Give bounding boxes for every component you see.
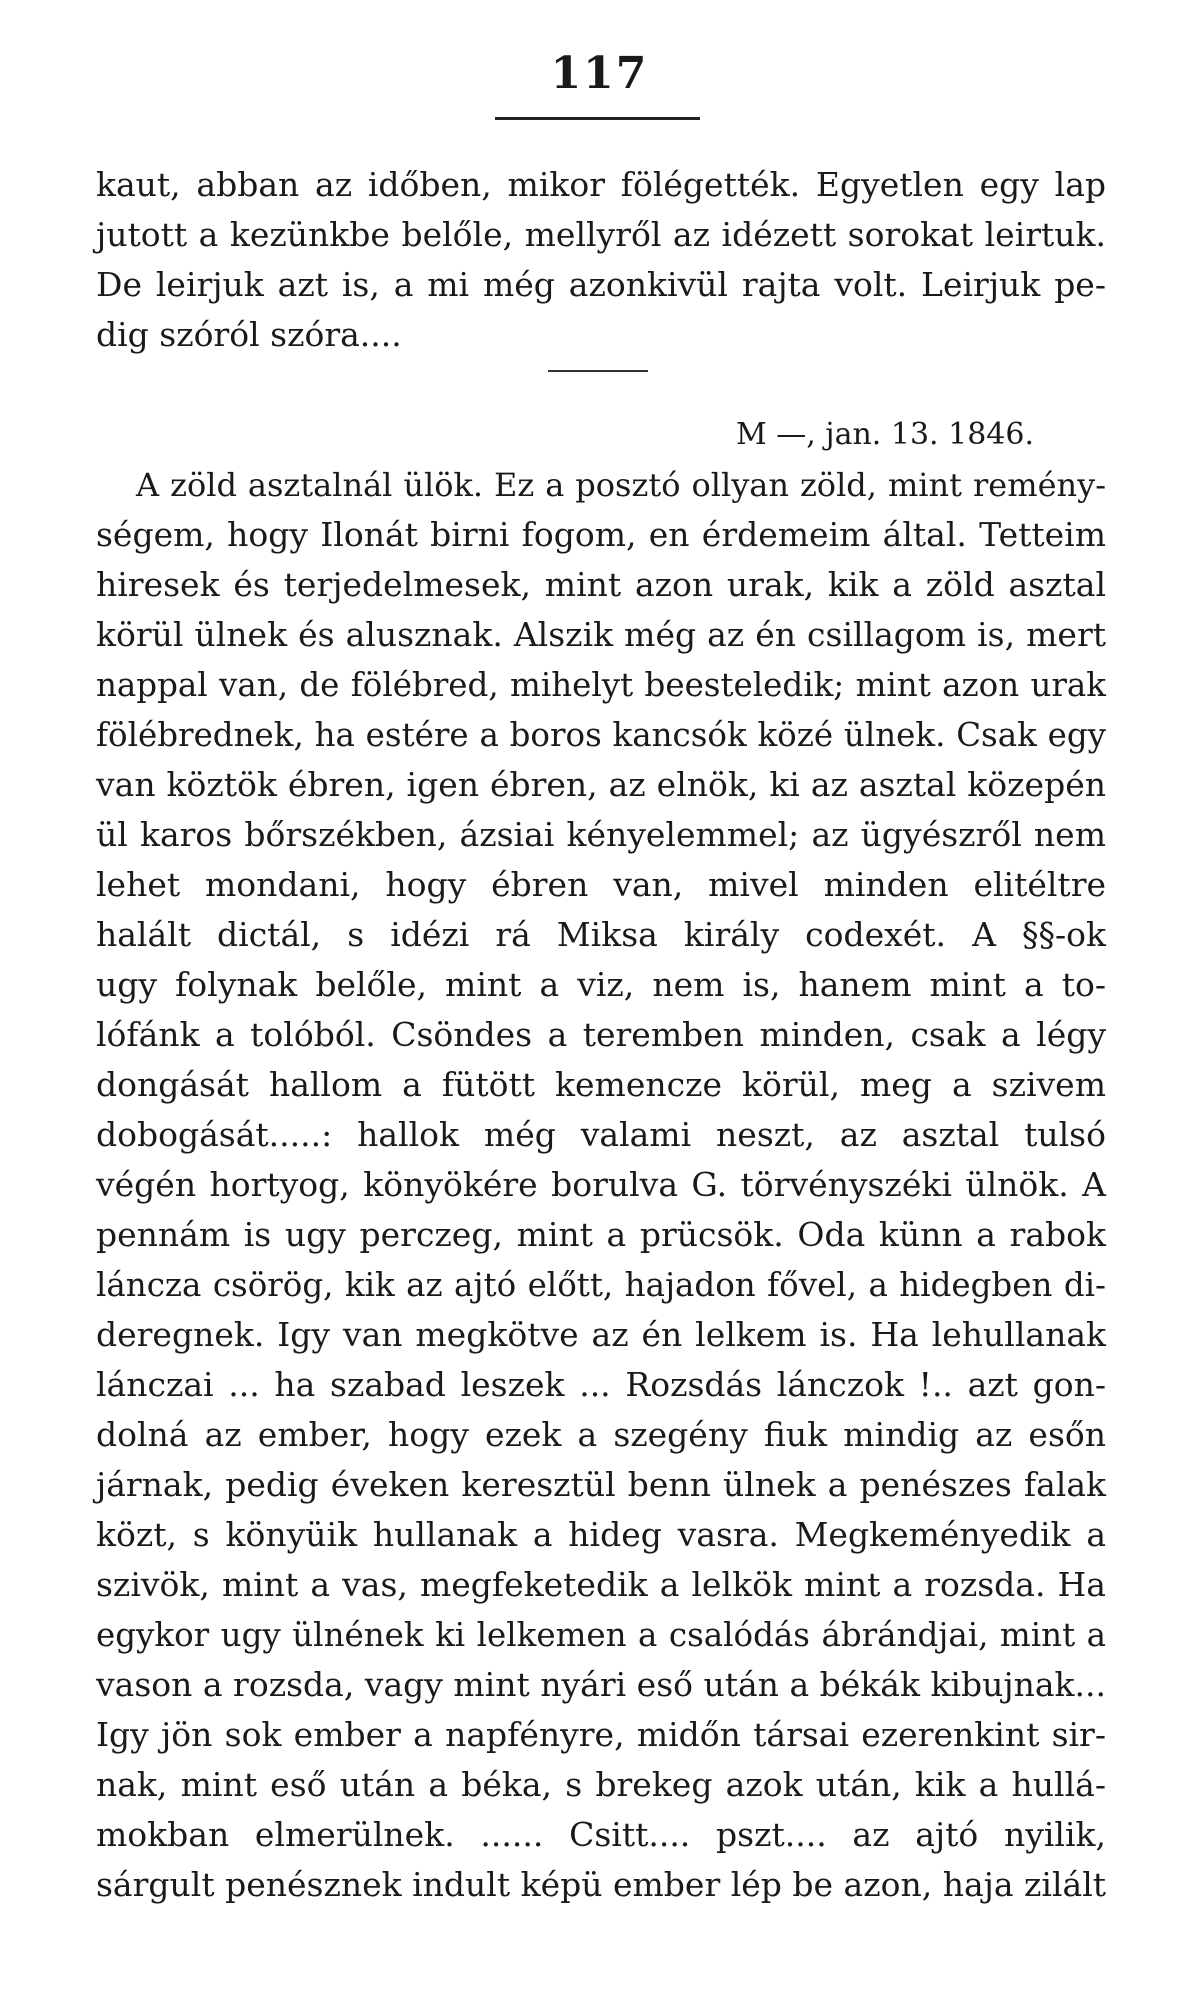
text-line: fölébrednek, ha estére a boros kancsók közé ülnek. Csak egy xyxy=(96,716,1106,754)
diary-dateline: M —, jan. 13. 1846. xyxy=(735,417,1034,452)
text-line: körül ülnek és alusznak. Alszik még az én csillagom is, mert xyxy=(96,615,1106,654)
paragraph-diary xyxy=(96,460,1106,1910)
text-line: hiresek és terjedelmesek, mint azon urak, kik a zöld asztal xyxy=(96,565,1106,604)
text-line: sárgult penésznek indult képü ember lép be azon, haja zilált xyxy=(96,1865,1107,1904)
header-rule xyxy=(495,117,700,120)
text-line: szivök, mint a vas, megfeketedik a lelkök mint a rozsda. Ha xyxy=(96,1565,1106,1604)
text-line: deregnek. Igy van megkötve az én lelkem is. Ha lehullanak xyxy=(96,1315,1106,1354)
text-line: halált dictál, s idézi rá Miksa király codexét. A §§-ok xyxy=(96,915,1106,954)
section-divider xyxy=(548,370,648,372)
text-line: lehet mondani, hogy ébren van, mivel minden elitéltre xyxy=(96,865,1106,904)
text-line: lófánk a tolóból. Csöndes a teremben minden, csak a légy xyxy=(96,1015,1106,1054)
text-line: dig szóról szóra.... xyxy=(96,315,402,354)
text-line: kaut, abban az időben, mikor fölégették. Egyetlen egy lap xyxy=(96,165,1106,204)
text-line: De leirjuk azt is, a mi még azonkivül rajta volt. Leirjuk pe- xyxy=(96,265,1106,304)
text-line: mokban elmerülnek. ...... Csitt.... pszt.... az ajtó nyilik, xyxy=(96,1815,1106,1854)
text-line: nak, mint eső után a béka, s brekeg azok után, kik a hullá- xyxy=(96,1765,1106,1804)
page-number: 117 xyxy=(550,48,649,99)
paragraph-intro xyxy=(96,160,1106,360)
text-line: jutott a kezünkbe belőle, mellyről az idézett sorokat leirtuk. xyxy=(96,215,1106,254)
text-line: A zöld asztalnál ülök. Ez a posztó ollyan zöld, mint remény- xyxy=(136,466,1106,504)
text-line: dobogását.....: hallok még valami neszt, az asztal tulsó xyxy=(96,1115,1106,1154)
text-line: nappal van, de fölébred, mihelyt beesteledik; mint azon urak xyxy=(96,666,1106,704)
text-line: ségem, hogy Ilonát birni fogom, en érdemeim által. Tetteim xyxy=(96,515,1106,554)
text-line: dolná az ember, hogy ezek a szegény fiuk mindig az esőn xyxy=(96,1415,1106,1454)
text-line: van köztök ébren, igen ébren, az elnök, ki az asztal közepén xyxy=(96,765,1106,804)
text-line: közt, s könyüik hullanak a hideg vasra. Megkeményedik a xyxy=(96,1515,1106,1554)
text-line: egykor ugy ülnének ki lelkemen a csalódás ábrándjai, mint a xyxy=(96,1616,1106,1654)
text-line: lánczai ... ha szabad leszek ... Rozsdás lánczok !.. azt gon- xyxy=(96,1365,1106,1404)
text-line: Igy jön sok ember a napfényre, midőn társai ezerenkint sir- xyxy=(96,1715,1106,1754)
text-line: végén hortyog, könyökére borulva G. törvényszéki ülnök. A xyxy=(96,1165,1106,1204)
text-line: dongását hallom a fütött kemencze körül, meg a szivem xyxy=(96,1065,1106,1104)
text-line: vason a rozsda, vagy mint nyári eső után a békák kibujnak... xyxy=(96,1665,1106,1704)
text-line: ugy folynak belőle, mint a viz, nem is, hanem mint a to- xyxy=(96,965,1106,1004)
text-line: pennám is ugy perczeg, mint a prücsök. Oda künn a rabok xyxy=(96,1215,1106,1254)
text-line: láncza csörög, kik az ajtó előtt, hajadon fővel, a hidegben di- xyxy=(96,1266,1106,1304)
text-line: járnak, pedig éveken keresztül benn ülnek a penészes falak xyxy=(96,1465,1106,1504)
text-line: ül karos bőrszékben, ázsiai kényelemmel; az ügyészről nem xyxy=(96,815,1106,854)
